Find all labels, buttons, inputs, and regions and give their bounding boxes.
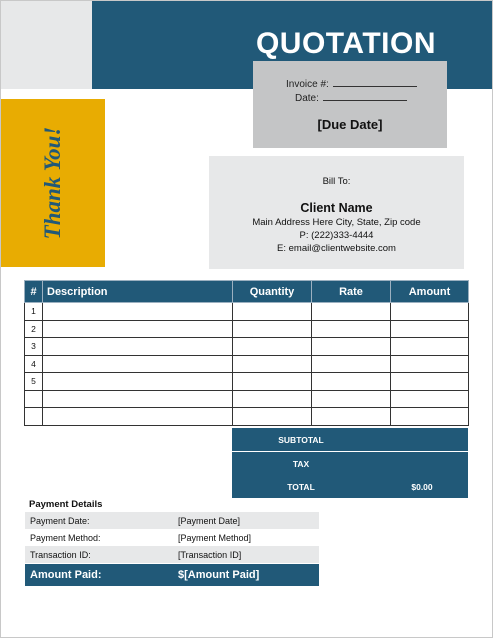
page-title: QUOTATION <box>255 27 437 60</box>
col-header-description: Description <box>43 281 233 303</box>
tax-row <box>232 452 468 475</box>
description-cell[interactable] <box>43 355 233 373</box>
client-address[interactable]: Main Address Here City, State, Zip code <box>252 217 421 228</box>
total-value: $0.00 <box>411 482 433 492</box>
rate-cell[interactable] <box>312 408 391 426</box>
quantity-cell[interactable] <box>233 390 312 408</box>
quantity-cell[interactable] <box>233 373 312 391</box>
table-row <box>25 320 469 338</box>
due-date[interactable]: [Due Date] <box>317 117 383 132</box>
quantity-cell[interactable] <box>233 408 312 426</box>
quantity-cell[interactable] <box>233 338 312 356</box>
row-number: 4 <box>25 355 43 373</box>
invoice-date-field[interactable] <box>323 91 407 101</box>
amount-cell[interactable] <box>391 303 469 321</box>
transaction-id-row <box>25 546 319 563</box>
rate-cell[interactable] <box>312 303 391 321</box>
row-number <box>25 390 43 408</box>
description-cell[interactable] <box>43 390 233 408</box>
bill-to-label: Bill To: <box>322 176 351 187</box>
invoice-number-row <box>286 77 417 90</box>
table-row <box>25 390 469 408</box>
table-row <box>25 408 469 426</box>
quantity-cell[interactable] <box>233 355 312 373</box>
total-label: TOTAL <box>287 482 315 492</box>
transaction-id-value[interactable]: [Transaction ID] <box>178 550 242 560</box>
description-cell[interactable] <box>43 303 233 321</box>
client-name[interactable]: Client Name <box>300 201 373 215</box>
payment-date-value[interactable]: [Payment Date] <box>178 516 241 526</box>
row-number: 5 <box>25 373 43 391</box>
payment-method-label: Payment Method: <box>30 533 101 543</box>
col-header-amount: Amount <box>391 281 469 303</box>
line-items-table <box>24 280 469 426</box>
table-row <box>25 373 469 391</box>
payment-method-value[interactable]: [Payment Method] <box>178 533 252 543</box>
description-cell[interactable] <box>43 338 233 356</box>
table-row <box>25 303 469 321</box>
row-number: 3 <box>25 338 43 356</box>
description-cell[interactable] <box>43 408 233 426</box>
rate-cell[interactable] <box>312 320 391 338</box>
quantity-cell[interactable] <box>233 303 312 321</box>
amount-cell[interactable] <box>391 373 469 391</box>
thank-you-text: Thank You! <box>40 126 65 240</box>
amount-cell[interactable] <box>391 355 469 373</box>
bill-to-box <box>209 156 464 269</box>
description-cell[interactable] <box>43 320 233 338</box>
row-number: 2 <box>25 320 43 338</box>
subtotal-row <box>232 428 468 451</box>
amount-cell[interactable] <box>391 390 469 408</box>
table-row <box>25 338 469 356</box>
quantity-cell[interactable] <box>233 320 312 338</box>
invoice-date-label: Date: <box>295 93 319 104</box>
total-row <box>232 475 468 498</box>
tax-label: TAX <box>292 459 310 469</box>
payment-date-label: Payment Date: <box>30 516 90 526</box>
rate-cell[interactable] <box>312 390 391 408</box>
client-email[interactable]: E: email@clientwebsite.com <box>277 243 396 254</box>
invoice-number-label: Invoice #: <box>286 79 329 90</box>
col-header-number: # <box>25 281 43 303</box>
row-number: 1 <box>25 303 43 321</box>
amount-cell[interactable] <box>391 408 469 426</box>
description-cell[interactable] <box>43 373 233 391</box>
invoice-info-box <box>253 61 447 148</box>
transaction-id-label: Transaction ID: <box>30 550 91 560</box>
amount-cell[interactable] <box>391 320 469 338</box>
rate-cell[interactable] <box>312 338 391 356</box>
amount-paid-value[interactable]: $[Amount Paid] <box>178 569 260 581</box>
invoice-date-row <box>295 91 407 104</box>
table-row <box>25 355 469 373</box>
rate-cell[interactable] <box>312 373 391 391</box>
subtotal-label: SUBTOTAL <box>278 435 324 445</box>
payment-date-row <box>25 512 319 529</box>
amount-paid-row <box>25 564 319 586</box>
invoice-number-field[interactable] <box>333 77 417 87</box>
row-number <box>25 408 43 426</box>
client-phone[interactable]: P: (222)333-4444 <box>299 230 374 241</box>
corner-block <box>1 1 92 89</box>
thank-you-panel <box>1 99 105 267</box>
amount-paid-label: Amount Paid: <box>30 569 102 581</box>
table-header-row <box>25 281 469 303</box>
col-header-quantity: Quantity <box>233 281 312 303</box>
payment-details-heading: Payment Details <box>29 499 103 510</box>
amount-cell[interactable] <box>391 338 469 356</box>
col-header-rate: Rate <box>312 281 391 303</box>
payment-method-row <box>25 529 319 546</box>
rate-cell[interactable] <box>312 355 391 373</box>
